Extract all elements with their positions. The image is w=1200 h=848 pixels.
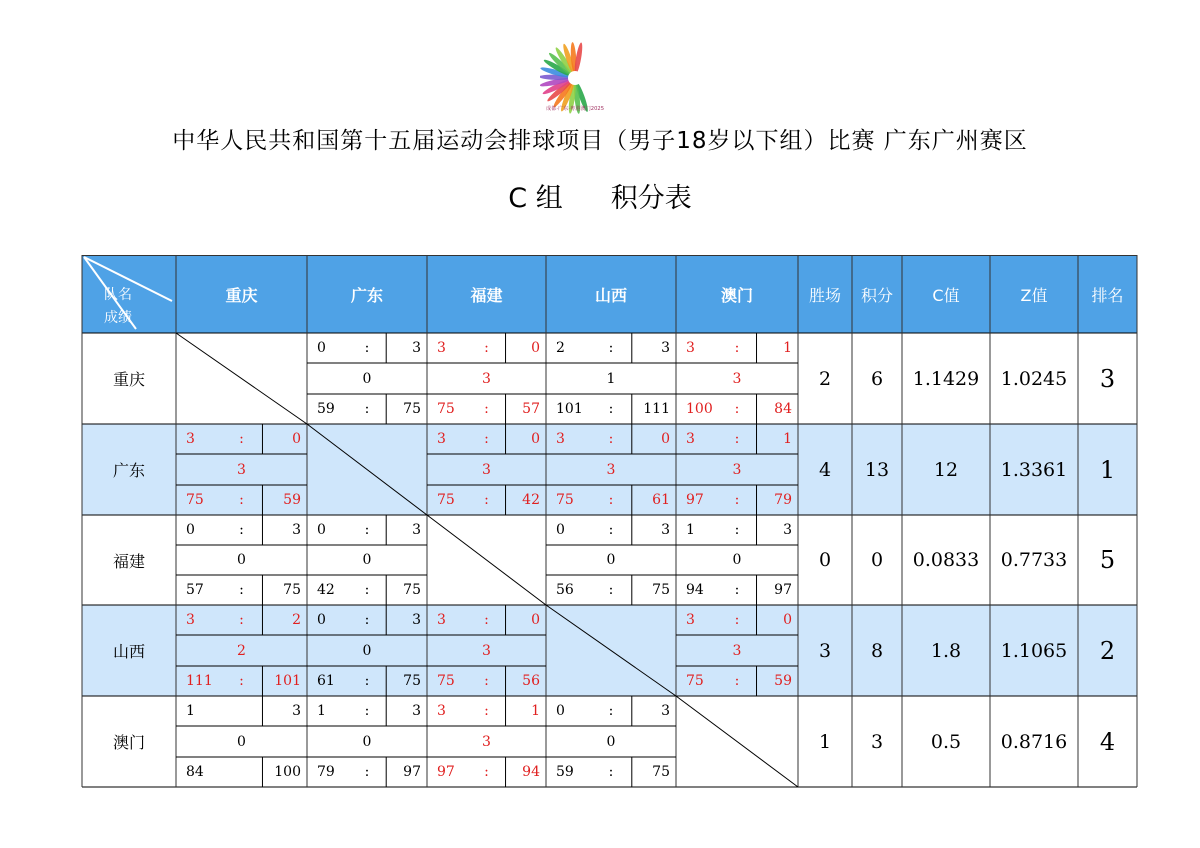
set-score: 1 [783, 431, 792, 447]
rank-value: 3 [1099, 364, 1116, 393]
match-points: 0 [362, 370, 372, 387]
match-points: 3 [606, 461, 616, 478]
wins-value: 3 [818, 639, 832, 662]
ball-score: : [608, 764, 614, 780]
ball-score: : [608, 582, 614, 598]
ball-score: 75 [283, 582, 301, 598]
points-value: 3 [870, 730, 884, 753]
rank-value: 2 [1099, 636, 1116, 665]
match-points: 2 [237, 642, 246, 659]
group-label: C 组 [508, 183, 563, 214]
ball-score: 111 [186, 673, 213, 689]
page-subtitle [0, 176, 1200, 215]
table-name: 积分表 [610, 183, 692, 214]
ball-score: 111 [643, 401, 670, 417]
set-score: 2 [292, 612, 301, 628]
match-points: 1 [606, 370, 616, 387]
ball-score: 61 [652, 492, 670, 508]
ball-score: 84 [186, 764, 204, 780]
ball-score: 94 [686, 582, 704, 598]
ball-score: 97 [686, 492, 704, 508]
ball-score: 75 [437, 492, 455, 508]
set-score: 0 [783, 612, 792, 628]
set-score: 0 [186, 522, 195, 538]
set-score: : [608, 522, 614, 538]
standings-table [82, 255, 1137, 787]
z-value: 1.1065 [1000, 639, 1068, 662]
ball-score: 75 [186, 492, 204, 508]
ball-score: 75 [403, 401, 421, 417]
z-value: 1.3361 [1000, 458, 1068, 481]
set-score: 3 [186, 431, 195, 447]
match-points: 0 [237, 552, 246, 568]
ball-score: 94 [522, 764, 540, 780]
set-score: : [364, 703, 370, 719]
set-score: : [734, 612, 740, 628]
match-points: 0 [732, 552, 742, 568]
points-value: 0 [870, 549, 884, 571]
set-score: : [484, 340, 489, 356]
ball-score: 100 [686, 401, 713, 417]
match-points: 3 [482, 370, 491, 387]
ball-score: 59 [774, 673, 792, 689]
set-score: 3 [686, 340, 695, 356]
grid-lines [82, 255, 1138, 788]
ball-score: 75 [437, 401, 455, 417]
ball-score: 79 [774, 492, 792, 508]
header-stat-2: 积分 [852, 255, 902, 333]
set-score: 1 [686, 522, 695, 538]
set-score: : [484, 612, 489, 628]
games-logo [540, 40, 610, 114]
ball-score: : [239, 673, 244, 689]
set-score: 3 [412, 703, 421, 719]
corner-label-team: 队名 [104, 287, 132, 303]
set-score: 0 [317, 612, 326, 628]
ball-score: : [734, 582, 740, 598]
match-points: 3 [732, 370, 742, 387]
match-points: 3 [482, 733, 491, 750]
match-points: 3 [482, 642, 491, 659]
ball-score: 57 [186, 582, 204, 598]
ball-score: 59 [317, 401, 335, 417]
set-score: 1 [186, 703, 195, 719]
c-value: 0.5 [930, 730, 962, 753]
match-points: 3 [732, 461, 742, 478]
match-points: 3 [482, 461, 491, 478]
header-team-2: 广东 [307, 255, 427, 333]
header-team-5: 澳门 [676, 255, 798, 333]
set-score: 0 [556, 703, 565, 719]
c-value: 12 [933, 458, 959, 481]
ball-score: : [734, 673, 740, 689]
ball-score: : [239, 582, 244, 598]
ball-score: : [364, 764, 370, 780]
ball-score: 100 [274, 764, 301, 780]
set-score: : [734, 522, 740, 538]
z-value: 0.8716 [1000, 730, 1068, 753]
c-value: 1.1429 [912, 367, 980, 390]
set-score: : [239, 431, 244, 447]
points-value: 6 [870, 367, 884, 390]
ball-score: : [484, 492, 489, 508]
ball-score: 97 [437, 764, 455, 780]
z-value: 0.7733 [1000, 549, 1068, 571]
ball-score: : [239, 492, 244, 508]
ball-score: 97 [403, 764, 421, 780]
ball-score: 75 [403, 582, 421, 598]
set-score: 3 [437, 703, 446, 719]
set-score: : [608, 431, 614, 447]
set-score: 3 [292, 522, 301, 538]
set-score: 0 [556, 522, 565, 538]
set-score: 3 [661, 522, 670, 538]
ball-score: : [364, 582, 370, 598]
header-team-3: 福建 [427, 255, 546, 333]
row-team-name: 福建 [112, 551, 145, 571]
ball-score: 59 [556, 764, 574, 780]
set-score: : [364, 340, 370, 356]
row-team-name: 山西 [112, 642, 145, 661]
ball-score: 59 [283, 492, 301, 508]
match-points: 0 [362, 733, 372, 750]
set-score: : [364, 612, 370, 628]
set-score: : [239, 612, 244, 628]
match-points: 0 [237, 733, 246, 750]
wins-value: 2 [818, 367, 832, 390]
set-score: 3 [412, 612, 421, 628]
set-score: 3 [556, 431, 565, 447]
row-team-name: 澳门 [112, 733, 145, 752]
ball-score: : [484, 401, 489, 417]
ball-score: 75 [403, 673, 421, 689]
set-score: 3 [783, 522, 792, 538]
ball-score: : [734, 492, 740, 508]
page-title: 中华人民共和国第十五届运动会排球项目（男子18岁以下组）比赛 广东广州赛区 [172, 128, 1028, 154]
header-team-1: 重庆 [176, 255, 307, 333]
ball-score: : [734, 401, 740, 417]
ball-score: 56 [556, 582, 574, 598]
set-score: 0 [317, 340, 326, 356]
ball-score: : [484, 673, 489, 689]
corner-label-result: 成绩 [104, 310, 132, 326]
set-score: : [239, 522, 244, 538]
match-points: 3 [237, 461, 246, 478]
ball-score: 75 [556, 492, 574, 508]
set-score: 3 [686, 431, 695, 447]
set-score: 0 [317, 522, 326, 538]
rank-value: 4 [1099, 727, 1116, 756]
rank-value: 1 [1099, 455, 1116, 484]
ball-score: 56 [522, 673, 540, 689]
ball-score: 61 [317, 673, 335, 689]
ball-score: 75 [437, 673, 455, 689]
set-score: 1 [783, 340, 792, 356]
ball-score: 101 [556, 401, 583, 417]
set-score: : [484, 703, 489, 719]
match-points: 0 [606, 733, 616, 750]
z-value: 1.0245 [1000, 367, 1068, 390]
set-score: 3 [412, 522, 421, 538]
set-score: 3 [412, 340, 421, 356]
set-score: 3 [661, 340, 670, 356]
set-score: 3 [661, 703, 670, 719]
header-stat-5: 排名 [1078, 255, 1137, 333]
set-score: 2 [556, 340, 565, 356]
set-score: 1 [317, 703, 326, 719]
ball-score: 75 [652, 582, 670, 598]
set-score: 3 [437, 431, 446, 447]
ball-score: 79 [317, 764, 335, 780]
match-points: 0 [362, 642, 372, 659]
header-team-4: 山西 [546, 255, 676, 333]
set-score: 0 [531, 340, 540, 356]
set-score: : [734, 431, 740, 447]
set-score: 0 [292, 431, 301, 447]
set-score: 3 [437, 612, 446, 628]
ball-score: : [484, 764, 489, 780]
header-stat-3: C值 [902, 255, 990, 333]
ball-score: : [364, 401, 370, 417]
ball-score: 75 [652, 764, 670, 780]
match-points: 0 [362, 552, 372, 568]
set-score: 3 [686, 612, 695, 628]
set-score: 0 [531, 612, 540, 628]
ball-score: 101 [274, 673, 301, 689]
set-score: : [734, 340, 740, 356]
header-stat-1: 胜场 [798, 255, 852, 333]
ball-score: 84 [774, 401, 792, 417]
ball-score: 75 [686, 673, 704, 689]
set-score: : [364, 522, 370, 538]
set-score: 1 [531, 703, 540, 719]
c-value: 0.0833 [912, 549, 980, 571]
row-team-name: 重庆 [112, 370, 145, 389]
wins-value: 4 [818, 458, 832, 481]
ball-score: 97 [774, 582, 792, 598]
ball-score: : [608, 401, 614, 417]
ball-score: 42 [522, 492, 540, 508]
set-score: 0 [531, 431, 540, 447]
ball-score: 57 [522, 401, 540, 417]
set-score: : [608, 340, 614, 356]
rank-value: 5 [1099, 546, 1116, 574]
c-value: 1.8 [930, 639, 962, 662]
header-stat-4: Z值 [990, 255, 1078, 333]
ball-score: : [364, 673, 370, 689]
match-points: 3 [732, 642, 742, 659]
set-score: : [608, 703, 614, 719]
set-score: 3 [186, 612, 195, 628]
set-score: 3 [292, 703, 301, 719]
ball-score: : [608, 492, 614, 508]
set-score: 3 [437, 340, 446, 356]
logo-caption: 成都·广东·粤港澳门2025 [546, 106, 604, 112]
set-score: : [484, 431, 489, 447]
row-team-name: 广东 [112, 461, 145, 480]
ball-score: 42 [317, 582, 335, 598]
points-value: 8 [870, 639, 884, 662]
points-value: 13 [864, 458, 890, 481]
wins-value: 0 [818, 549, 832, 571]
match-points: 0 [606, 552, 616, 568]
set-score: 0 [661, 431, 670, 447]
wins-value: 1 [818, 730, 832, 753]
